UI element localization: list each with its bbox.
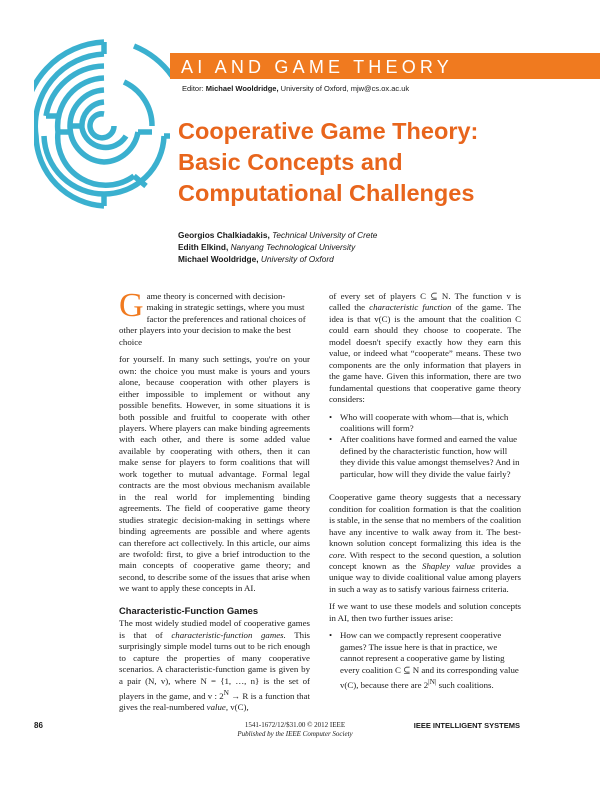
- emphasis-text: characteristic-function games.: [171, 629, 286, 640]
- author-entry: [178, 229, 377, 241]
- section-heading: Characteristic-Function Games: [119, 604, 259, 616]
- journal-name: IEEE INTELLIGENT SYSTEMS: [413, 721, 520, 730]
- left-column: [119, 287, 310, 714]
- text-span: The most widely studied model of cooperative games is that of: [119, 618, 310, 640]
- body-paragraph: [329, 492, 521, 595]
- body-paragraph: for yourself. In many such settings, you're on your own: the choice you must make is yours and yours alone, because cooperation with other players is either impossible to implement or without any possible benefits. However, in some situations it is both possible and fruitful to cooperate with other players. Where players can make binding agreements with each other, and there is some added value available by cooperating with others, then it can make sense for players to form coalitions that will work together to mutual advantage. Formal legal contracts are the most obvious mechanism available in the real world for implementing binding agreements. The field of cooperative game theory studies strategic decision-making in settings where binding agreements are possible and where agents can therefore act collectively. In this article, our aims are twofold: first, to give a brief introduction to the main concepts of cooperative game theory; and second, to describe some of the issues that arise when we want to apply these concepts in AI.: [119, 354, 310, 594]
- text-span: Cooperative game theory suggests that a necessary condition for coalition formation is that the coalition is stable, in the sense that no members of the coalition have any incentive to walk away from it. The best-known solution concept formalizing this idea is the: [329, 492, 521, 549]
- body-paragraph: [119, 618, 310, 714]
- superscript: N: [223, 687, 229, 697]
- drop-cap: G: [119, 287, 144, 324]
- text-span: With respect to the second question, a solution concept known as the: [329, 549, 521, 571]
- body-paragraph: If we want to use these models and solution concepts in AI, then two further issues arise:: [329, 601, 521, 623]
- author-affiliation: University of Oxford: [260, 254, 334, 264]
- text-span: This surprisingly simple model turns out to be rich enough to capture the properties of many cooperative scenarios. A characteristic-function game is given by a pair (N, v), where N = {1, …, n} is the set of players in the game, and v : 2: [119, 629, 310, 701]
- author-name: Edith Elkind,: [178, 242, 229, 252]
- list-item: [329, 630, 521, 691]
- text-span: of every set of players C ⊆ N. The function v is called the: [329, 291, 521, 313]
- article-title: [178, 116, 578, 209]
- text-span: of the game. The idea is that v(C) is the amount that the coalition C could earn should they choose to cooperate. The model doesn't specify exactly how they earn this value, or indeed what “cooperate” means. These two components are the only information that players in the game have. Given this information, there are two fundamental questions that cooperative game theory considers:: [329, 302, 521, 405]
- right-column: [329, 291, 521, 697]
- author-affiliation: Technical University of Crete: [272, 230, 378, 240]
- author-entry: [178, 253, 377, 265]
- list-item: • After coalitions have formed and earned the value defined by the characteristic function, how will they divide this value amongst themselves? And in particular, how will they divide the value fairly?: [329, 434, 521, 480]
- title-line: Computational Challenges: [178, 180, 475, 206]
- footer-publication-info: [210, 721, 380, 739]
- emphasis-text: characteristic function: [369, 302, 452, 313]
- title-line: Cooperative Game Theory:: [178, 118, 479, 144]
- question-list: [329, 412, 521, 481]
- author-list: [178, 229, 377, 265]
- text-span: → R is a function that gives the real-numbered: [119, 690, 310, 713]
- emphasis-text: core.: [329, 549, 347, 560]
- lead-text: ame theory is concerned with decision-making in strategic settings, where you must factor the preferences and rational choices of other players into your decision to make the best choice: [119, 291, 306, 347]
- author-name: Georgios Chalkiadakis,: [178, 230, 270, 240]
- superscript: |N|: [428, 677, 437, 687]
- body-paragraph: [329, 291, 521, 406]
- publisher-line: Published by the IEEE Computer Society: [237, 730, 353, 738]
- section-banner-label: AI AND GAME THEORY: [181, 57, 453, 77]
- text-span: provides a unique way to divide coalitional value among players in such a way as to satisfy various fairness criteria.: [329, 560, 521, 594]
- text-span: v(C),: [228, 702, 249, 713]
- author-affiliation: Nanyang Technological University: [230, 242, 356, 252]
- editor-label: Editor:: [182, 84, 204, 93]
- editor-line: [182, 84, 409, 93]
- maze-illustration: [34, 36, 174, 218]
- author-name: Michael Wooldridge,: [178, 254, 259, 264]
- lead-paragraph: [119, 287, 310, 348]
- list-item: • Who will cooperate with whom—that is, which coalitions will form?: [329, 412, 521, 435]
- text-span: such coalitions.: [436, 679, 494, 690]
- issn-line: 1541-1672/12/$31.00 © 2012 IEEE: [244, 721, 346, 729]
- issue-list: [329, 630, 521, 691]
- title-line: Basic Concepts and: [178, 149, 403, 175]
- emphasis-text: value,: [206, 702, 229, 713]
- page-number: 86: [34, 721, 43, 730]
- author-entry: [178, 241, 377, 253]
- emphasis-text: Shapley value: [422, 560, 475, 571]
- editor-affiliation: University of Oxford, mjw@cs.ox.ac.uk: [280, 84, 410, 93]
- text-span: How can we compactly represent cooperative games? The issue here is that in practice, we cannot represent a cooperative game by listing every coalition C ⊆ N and its corresponding value v(C), because there are 2: [340, 630, 519, 690]
- editor-name: Michael Wooldridge,: [205, 84, 279, 93]
